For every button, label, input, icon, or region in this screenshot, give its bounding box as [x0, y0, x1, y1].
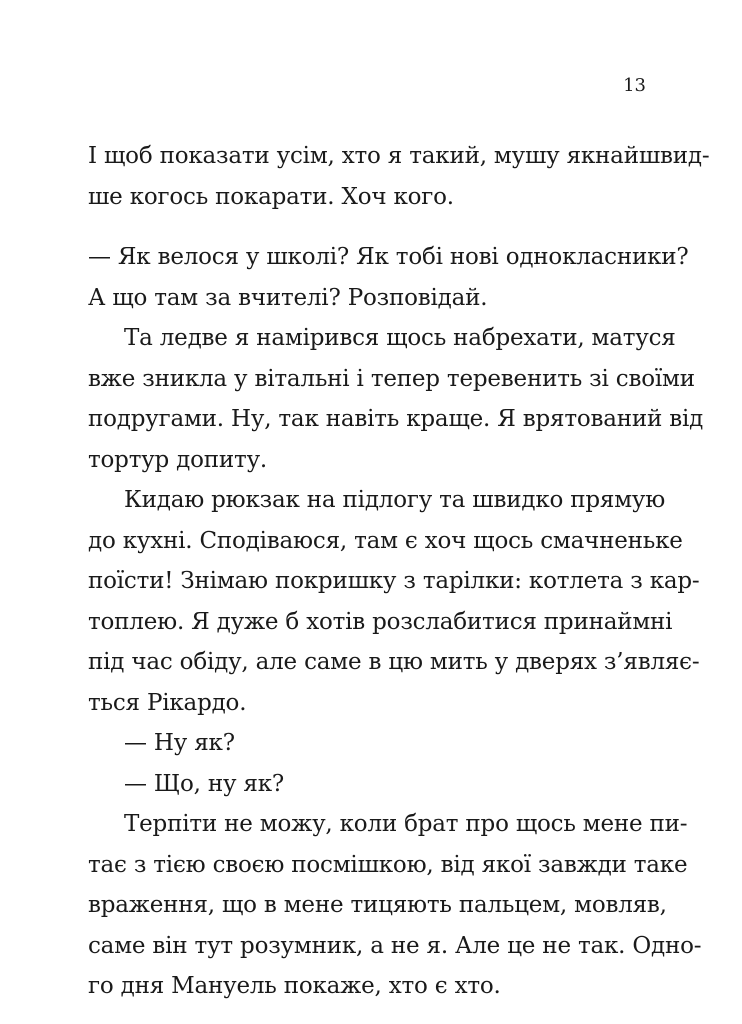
text-line: поїсти! Знімаю покришку з тарілки: котлета з кар- [88, 568, 700, 594]
text-line: ться Рікардо. [88, 689, 247, 716]
text-line: — Як велося у школі? Як тобі нові однокласники? [88, 244, 689, 270]
text-line: подругами. Ну, так навіть краще. Я врятований від [88, 406, 704, 432]
page-number: 13 [623, 75, 646, 96]
text-line: Терпіти не можу, коли брат про щось мене пи- [124, 811, 688, 837]
text-line: — Що, ну як? [124, 770, 285, 797]
text-line: Та ледве я намірився щось набрехати, матуся [124, 325, 676, 351]
text-line: І щоб показати усім, хто я такий, мушу якнайшвид- [88, 143, 710, 169]
text-line: топлею. Я дуже б хотів розслабитися принаймні [88, 608, 673, 635]
text-line: тає з тією своєю посмішкою, від якої завжди таке [88, 851, 688, 878]
body-text [88, 237, 704, 1007]
text-line: тортур допиту. [88, 446, 268, 473]
text-line: го дня Мануель покаже, хто є хто. [88, 973, 501, 999]
text-line: А що там за вчителі? Розповідай. [88, 284, 488, 311]
text-line: вже зникла у вітальні і тепер теревенить зі своїми [88, 365, 695, 392]
text-line: до кухні. Сподіваюся, там є хоч щось смачненьке [88, 527, 683, 554]
text-line: Кидаю рюкзак на підлогу та швидко прямую [124, 487, 666, 513]
text-line: ше когось покарати. Хоч кого. [88, 183, 454, 210]
text-line: під час обіду, але саме в цю мить у дверях з’являє- [88, 649, 700, 675]
text-line: саме він тут розумник, а не я. Але це не так. Одно- [88, 932, 702, 959]
text-line: враження, що в мене тицяють пальцем, мовляв, [88, 892, 667, 918]
paragraph-opening [88, 136, 710, 217]
text-line: — Ну як? [124, 730, 235, 756]
